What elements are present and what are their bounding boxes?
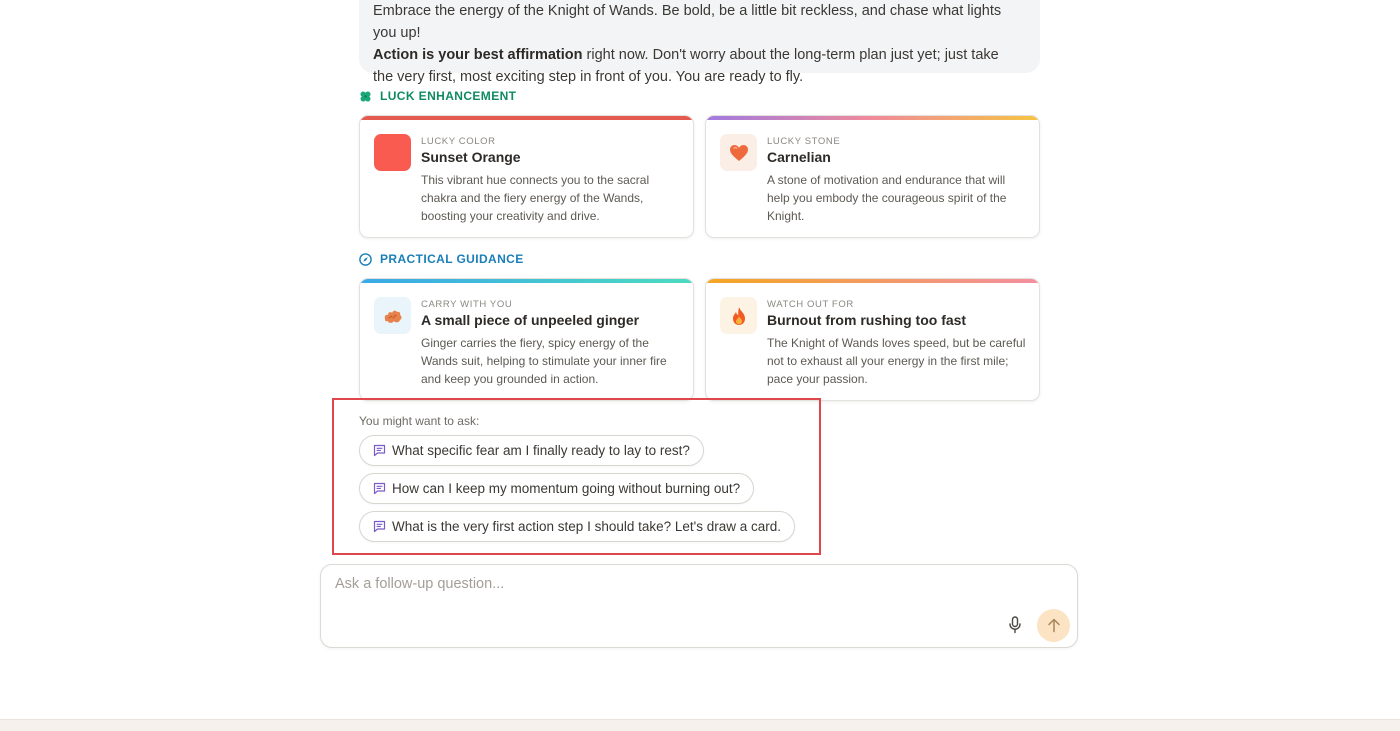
card-accent-bar bbox=[706, 116, 1039, 120]
section-title-luck bbox=[359, 88, 516, 104]
carry-with-you-card bbox=[359, 278, 694, 401]
message-bold-text: Action is your best affirmation bbox=[373, 47, 583, 63]
card-accent-bar bbox=[360, 279, 693, 283]
heart-icon bbox=[720, 134, 757, 171]
card-title: Sunset Orange bbox=[421, 149, 521, 165]
lucky-color-card bbox=[359, 115, 694, 238]
suggestion-chip[interactable] bbox=[359, 511, 795, 542]
message-text: Embrace the energy of the Knight of Wands. Be bold, be a little bit reckless, and chase what lights you up! bbox=[373, 3, 1002, 41]
card-title: Carnelian bbox=[767, 149, 831, 165]
section-title-label: LUCK ENHANCEMENT bbox=[380, 89, 517, 103]
suggestion-chip[interactable] bbox=[359, 473, 754, 504]
color-swatch bbox=[374, 134, 411, 171]
card-kicker: LUCKY STONE bbox=[767, 136, 841, 147]
card-accent-bar bbox=[706, 279, 1039, 283]
suggestion-chip[interactable] bbox=[359, 435, 704, 466]
follow-up-input[interactable] bbox=[335, 573, 975, 595]
card-title: A small piece of unpeeled ginger bbox=[421, 312, 640, 328]
card-kicker: LUCKY COLOR bbox=[421, 136, 496, 147]
chat-bubble-icon bbox=[373, 482, 386, 495]
clover-icon bbox=[359, 90, 372, 103]
message-text-continued: right now. Don't worry about the long-term plan just yet; just take the very first, most exciting step in front of you. You are ready to fly. bbox=[373, 47, 999, 85]
card-description: The Knight of Wands loves speed, but be careful not to exhaust all your energy in the first mile; pace your passion. bbox=[767, 336, 1026, 386]
card-description: Ginger carries the fiery, spicy energy of the Wands suit, helping to stimulate your inner fire and keep you grounded in action. bbox=[421, 336, 667, 386]
card-accent-bar bbox=[360, 116, 693, 120]
card-description: This vibrant hue connects you to the sacral chakra and the fiery energy of the Wands, boosting your creativity and drive. bbox=[421, 173, 650, 223]
section-title-label: PRACTICAL GUIDANCE bbox=[380, 252, 524, 266]
follow-up-composer bbox=[320, 564, 1078, 648]
chat-bubble-icon bbox=[373, 520, 386, 533]
compass-icon bbox=[359, 253, 372, 266]
suggestions-label: You might want to ask: bbox=[359, 414, 480, 428]
watch-out-card bbox=[705, 278, 1040, 401]
ginger-icon bbox=[374, 297, 411, 334]
card-kicker: CARRY WITH YOU bbox=[421, 299, 513, 310]
fire-icon bbox=[720, 297, 757, 334]
arrow-up-icon bbox=[1047, 618, 1061, 633]
microphone-icon[interactable] bbox=[1007, 616, 1023, 634]
footer-strip bbox=[0, 719, 1400, 731]
suggestion-text: What specific fear am I finally ready to lay to rest? bbox=[392, 443, 690, 458]
lucky-stone-card bbox=[705, 115, 1040, 238]
card-description: A stone of motivation and endurance that will help you embody the courageous spirit of the Knight. bbox=[767, 173, 1007, 223]
send-button[interactable] bbox=[1037, 609, 1070, 642]
assistant-message bbox=[359, 0, 1040, 85]
chat-bubble-icon bbox=[373, 444, 386, 457]
card-title: Burnout from rushing too fast bbox=[767, 312, 967, 328]
suggestion-text: What is the very first action step I should take? Let's draw a card. bbox=[392, 519, 782, 534]
suggested-questions bbox=[332, 398, 821, 555]
section-title-guidance bbox=[359, 251, 524, 267]
suggestion-text: How can I keep my momentum going without burning out? bbox=[392, 481, 741, 496]
card-kicker: WATCH OUT FOR bbox=[767, 299, 854, 310]
